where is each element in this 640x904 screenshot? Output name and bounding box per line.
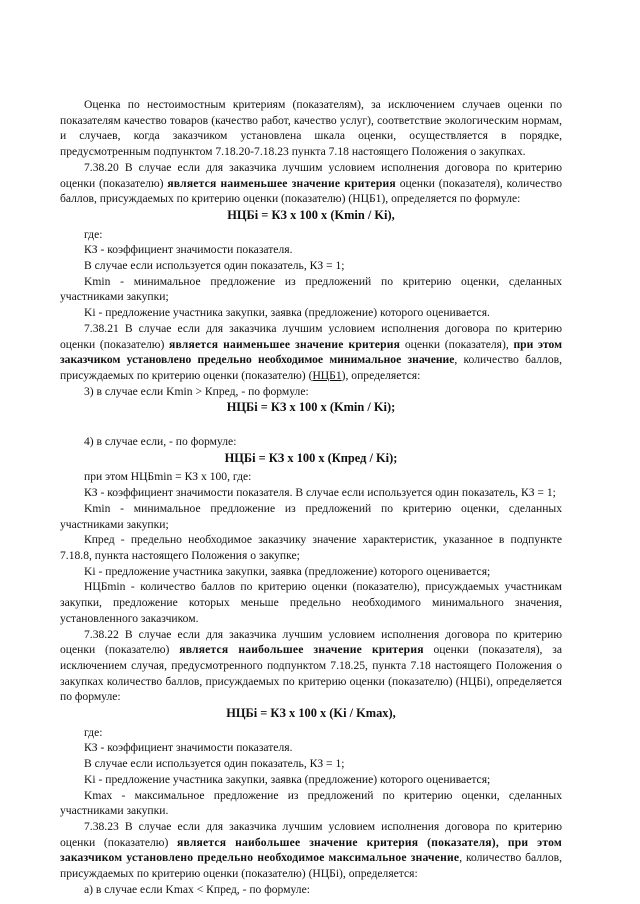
clause-7-38-20: 7.38.20 В случае если для заказчика лучшим условием исполнения договора по критерию оценки (показателю) является наименьшее значение критерия оценки (показателя), количество баллов, присуждаемых по критерию оценки (показателю) (НЦБ1), определяется по формуле: (60, 160, 562, 206)
emphasis-text: является наименьшее значение критерия (169, 337, 401, 351)
spacer (60, 419, 562, 434)
list-item-4: 4) в случае если, - по формуле: (84, 435, 237, 449)
underlined-ref: НЦБ1 (312, 368, 342, 382)
formula: НЦБi = КЗ х 100 х (Kmin / Ki), (227, 207, 395, 222)
formula: НЦБi = КЗ х 100 х (Kmin / Ki); (226, 400, 396, 415)
definition-kmin: Kmin - минимальное предложение из предложений по критерию оценки, сделанных участниками закупки; (60, 274, 562, 304)
list-item-a: а) в случае если Kmax < Кпред, - по формуле: (84, 882, 310, 896)
definition-ki: Ki - предложение участника закупки, заявка (предложение) которого оценивается; (84, 772, 491, 786)
list-item-3: 3) в случае если Kmin > Кпред, - по формуле: (84, 384, 309, 398)
definition-one-indicator: В случае если используется один показатель, КЗ = 1; (84, 259, 345, 273)
definition-ki: Ki - предложение участника закупки, заявка (предложение) которого оценивается. (84, 306, 490, 320)
clause-7-38-23: 7.38.23 В случае если для заказчика лучшим условием исполнения договора по критерию оценки (показателю) является наибольшее значение критерия (показателя), при этом заказчиком установлено предельно необходимое максимальное значение, количество баллов, присуждаемых по критерию оценки (показателю) (НЦБi), определяется: (60, 819, 562, 881)
definition-ki: Ki - предложение участника закупки, заявка (предложение) которого оценивается; (84, 564, 491, 578)
definition-ncbmin: НЦБmin - количество баллов по критерию оценки (показателю), присуждаемых участникам закупки, предложение которых меньше предельно необходимого минимального значения, установленного заказчиком. (60, 580, 562, 625)
definition-kmin: Kmin - минимальное предложение из предложений по критерию оценки, сделанных участниками закупки; (60, 501, 562, 531)
definition-one-indicator: В случае если используется один показатель, КЗ = 1; (84, 757, 345, 771)
definition-kz: КЗ - коэффициент значимости показателя. (84, 243, 293, 257)
definition-kz: КЗ - коэффициент значимости показателя. В случае если используется один показатель, КЗ = 1; (84, 486, 556, 500)
emphasis-text: является наибольшее значение критерия (179, 643, 424, 657)
where-label: где: (84, 227, 103, 241)
formula: НЦБi = КЗ х 100 х (Ki / Kmax), (226, 706, 396, 721)
note-ncbmin: при этом НЦБmin = КЗ х 100, где: (84, 470, 252, 484)
clause-7-38-21: 7.38.21 В случае если для заказчика лучшим условием исполнения договора по критерию оценки (показателю) является наименьшее значение критерия оценки (показателя), при этом заказчиком установлено предельно необходимое минимальное значение, количество баллов, присуждаемых по критерию оценки (показателю) (НЦБ1), определяется: (60, 321, 562, 382)
intro-paragraph: Оценка по нестоимостным критериям (показателям), за исключением случаев оценки по показателям качество товаров (качество работ, качество услуг), соответствие экологическим нормам, и случаев, когда заказчиком установлена шкала оценки, осуществляется в порядке, предусмотренным подпунктом 7.18.20-7.18.23 пункта 7.18 настоящего Положения о закупках. (60, 98, 562, 159)
definition-kpred: Кпред - предельно необходимое заказчику значение характеристик, указанное в подпункте 7.18.8, пункта настоящего Положения о закупке; (60, 533, 562, 562)
definition-kz: КЗ - коэффициент значимости показателя. (84, 741, 293, 755)
emphasis-text: является наименьшее значение критерия (167, 176, 396, 190)
where-label: где: (84, 725, 103, 739)
emphasis-text: является наибольшее значение критерия (показателя), при этом заказчиком установлено предельно необходимое максимальное значение (60, 835, 562, 865)
emphasis-text: при этом заказчиком установлено предельно необходимое минимальное значение (60, 337, 562, 367)
clause-7-38-22: 7.38.22 В случае если для заказчика лучшим условием исполнения договора по критерию оценки (показателю) является наибольшее значение критерия оценки (показателя), за исключением случая, предусмотренного подпунктом 7.18.25, пункта 7.18 настоящего Положения о закупках количество баллов, присуждаемых по критерию оценки (показателю) (НЦБi), определяется по формуле: (60, 627, 562, 704)
formula: НЦБi = КЗ х 100 х (Кпред / Ki); (224, 450, 398, 465)
definition-kmax: Kmax - максимальное предложение из предложений по критерию оценки, сделанных участниками закупки. (60, 788, 562, 818)
